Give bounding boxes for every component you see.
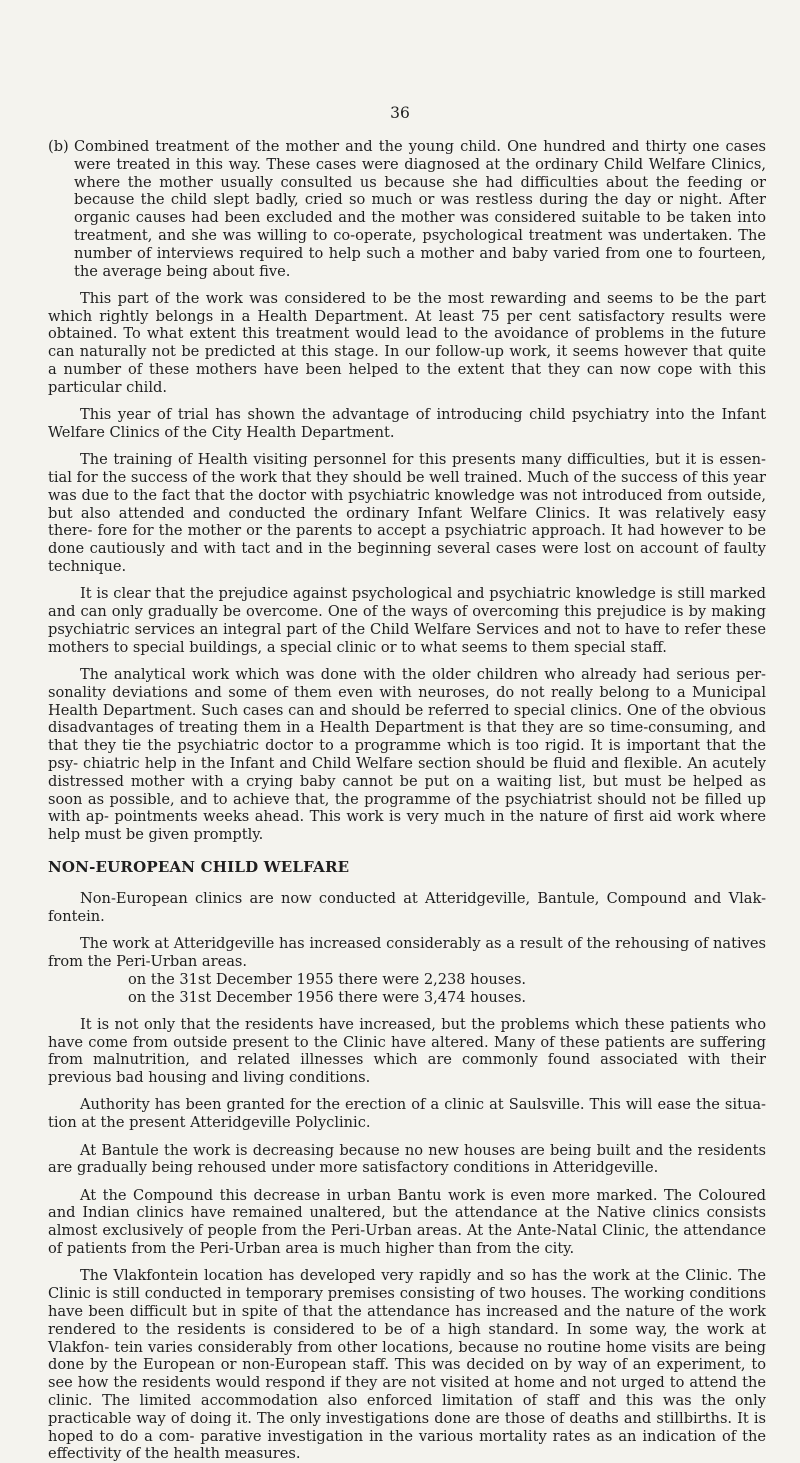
section-b-paragraph [48,138,766,280]
paragraph-rewarding-work: This part of the work was considered to be the most rewarding and seems to be the part which rightly belongs in a Health Department. At least 75 per cent satisfactory results were obtained. To what extent this treatment would lead to the avoidance of problems in the future can naturally not be predicted at this stage. In our follow-up work, it seems however that quite a number of these mothers have been helped to the extent that they can now cope with this particular child. [48,289,766,396]
section-heading: NON-EUROPEAN CHILD WELFARE [48,857,350,876]
paragraph-prejudice: It is clear that the prejudice against psychological and psychiatric knowledge is still marked and can only gradually be overcome. One of the ways of overcoming this prejudice is by making psychiatric services an integral part of the Child Welfare Services and not to have to refer these mothers to special buildings, a special clinic or to what seems to them special staff. [48,585,766,656]
housing-stats [48,971,766,1007]
paragraph-residents: It is not only that the residents have increased, but the problems which these patients who have come from outside present to the Clinic have altered. Many of these patients are suffering from malnutrition, and related illnesses which are commonly found associated with their previous bad housing and living conditions. [48,1015,766,1087]
section-b-label: (b) [48,138,69,155]
paragraph-year-of-trial: This year of trial has shown the advantage of introducing child psychiatry into the Infant Welfare Clinics of the City Health Department. [48,406,766,441]
paragraph-compound: At the Compound this decrease in urban Bantu work is even more marked. The Coloured and Indian clinics have remained unaltered, but the attendance at the Native clinics consists almost exclusively of people from the Peri-Urban areas. At the Ante-Natal Clinic, the attendance of patients from the Peri-Urban area is much higher than from the city. [48,1186,766,1258]
housing-stat-1955: on the 31st December 1955 there were 2,238 houses. [128,971,527,989]
paragraph-training: The training of Health visiting personnel for this presents many difficulties, but it is essen- tial for the success of the work that they should be well trained. Much of the success of this year was due to the fact that the doctor with psychiatric knowledge was not introduced from outside, but also attended and conducted the ordinary Infant Welfare Clinics. It was relatively easy there- fore for the mother or the parents to accept a psychiatric approach. It had however to be done cautiously and with tact and in the beginning several cases were lost on account of faulty technique. [48,451,766,576]
section-b-text: Combined treatment of the mother and the young child. One hundred and thirty one cases were treated in this way. These cases were diagnosed at the ordinary Child Welfare Clinics, where the mother usually consulted us because she had difficulties about the feeding or because the child slept badly, cried so much or was restless during the day or night. After organic causes had been excluded and the mother was considered suitable to be taken into treatment, and she was willing to co-operate, psychological treatment was undertaken. The number of interviews required to help such a mother and baby varied from one to fourteen, the average being about five. [74,138,766,280]
paragraph-clinics: Non-European clinics are now conducted at Atteridgeville, Bantule, Compound and Vlak- fontein. [48,889,766,925]
housing-stat-1956: on the 31st December 1956 there were 3,474 houses. [128,988,527,1006]
paragraph-saulsville: Authority has been granted for the erection of a clinic at Saulsville. This will ease the situa- tion at the present Atteridgeville Polyclinic. [48,1096,766,1132]
paragraph-analytical-work: The analytical work which was done with the older children who already had serious per- sonality deviations and some of them even with neuroses, do not really belong to a Municipal Health Department. Such cases can and should be referred to special clinics. One of the obvious disadvantages of treating them in a Health Department is that they are so time-consuming, and that they tie the psychiatric doctor to a programme which is too rigid. It is important that the psy- chiatric help in the Infant and Child Welfare section should be fluid and flexible. An acutely distressed mother with a crying baby cannot be put on a waiting list, but must be helped as soon as possible, and to achieve that, the programme of the psychiatrist should not be filled up with ap- pointments weeks ahead. This work is very much in the nature of first aid work where help must be given promptly. [48,666,766,844]
paragraph-vlakfontein: The Vlakfontein location has developed very rapidly and so has the work at the Clinic. The Clinic is still conducted in temporary premises consisting of two houses. The working conditions have been difficult but in spite of that the attendance has increased and the nature of the work rendered to the residents is considered to be of a high standard. In some way, the work at Vlakfon- tein varies considerably from other locations, because no routine home visits are being done by the European or non-European staff. This was decided on by way of an experiment, to see how the residents would respond if they are not visited at home and not urged to attend the clinic. The limited accommodation also enforced limitation of staff and this was the only practicable way of doing it. The only investigations done are those of deaths and stillbirths. It is hoped to do a com- parative investigation in the various mortality rates as an indication of the effectivity of the health measures. [48,1267,766,1463]
paragraph-atteridgeville: The work at Atteridgeville has increased considerably as a result of the rehousing of natives from the Peri-Urban areas. [48,935,766,970]
page-number: 36 [390,104,410,122]
paragraph-bantule: At Bantule the work is decreasing because no new houses are being built and the residents are gradually being rehoused under more satisfactory conditions in Atteridgeville. [48,1141,766,1177]
page-content [48,138,766,1463]
